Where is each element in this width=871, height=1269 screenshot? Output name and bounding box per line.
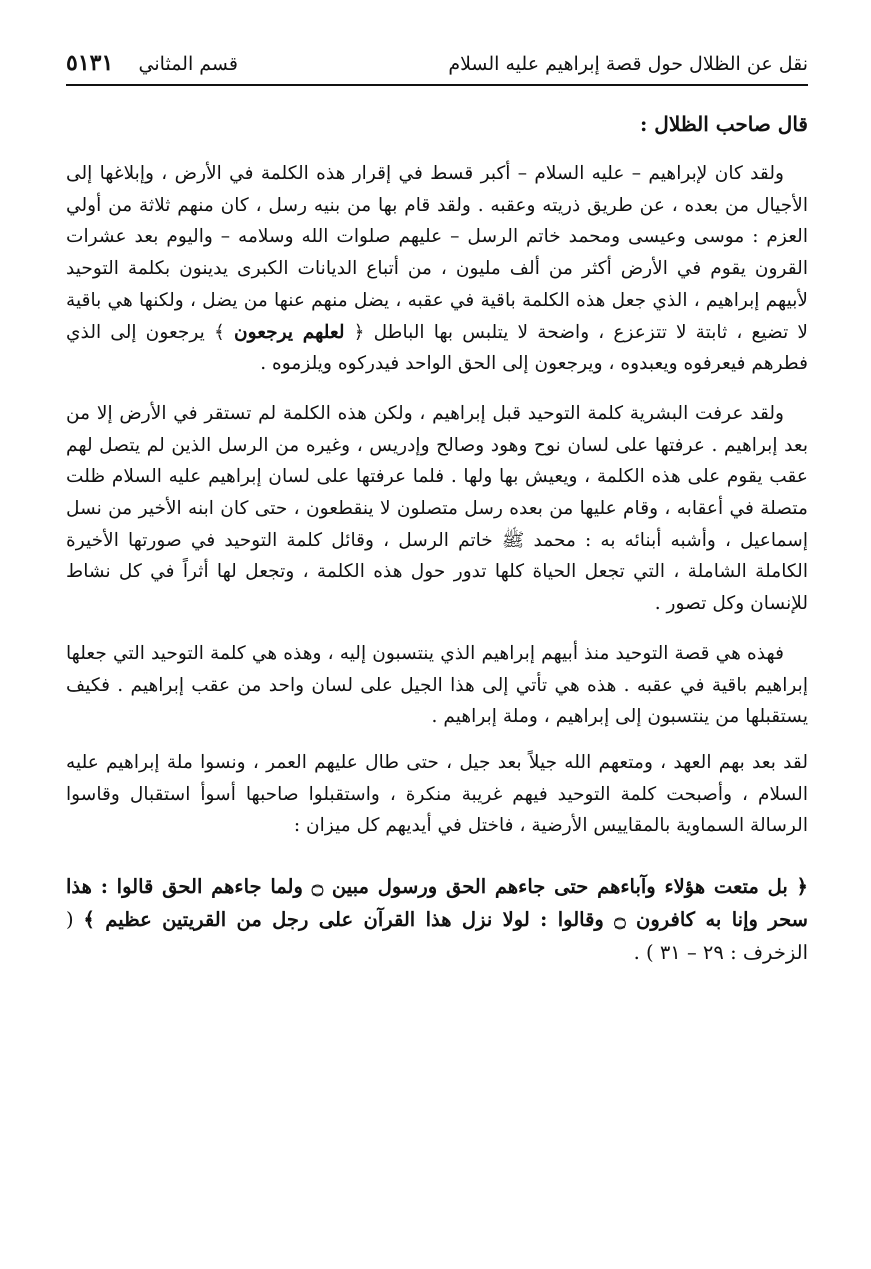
quran-verse [66,870,808,969]
section-heading: قال صاحب الظلال : [639,112,808,136]
paragraph-4: لقد بعد بهم العهد ، ومتعهم الله جيلاً بعد جيل ، حتى طال عليهم العمر ، ونسوا ملة إبراهيم عليه السلام ، وأصبحت كلمة التوحيد فيهم غريبة منكرة ، واستقبلوا صاحبها أسوأ استقبال وقاسوا الرسالة السماوية بالمقاييس الأرضية ، فاختل في أيديهم كل ميزان : [66,751,808,837]
paragraph-1 [66,158,808,380]
paragraph-2: ولقد عرفت البشرية كلمة التوحيد قبل إبراهيم ، ولكن هذه الكلمة لم تستقر في الأرض إلا من بعد إبراهيم . عرفتها على لسان نوح وهود وصالح وإدريس ، وغيره من الرسل الذين لم يتصل لهم عقب يقوم على هذه الكلمة ، ويعيش بها ولها . فلما عرفتها على لسان إبراهيم عليه السلام ظلت متصلة في أعقابه ، وقام عليها من بعده رسل متصلون لا ينقطعون ، حتى كان ابنه الأخير من نسل إسماعيل ، وأشبه أبنائه به : محمد ﷺ خاتم الرسل ، وقائل كلمة التوحيد في صورتها الأخيرة الكاملة الشاملة ، التي تجعل الحياة كلها تدور حول هذه الكلمة ، وتجعل لها أثراً في كل نشاط للإنسان وكل تصور . [66,402,808,615]
running-title: نقل عن الظلال حول قصة إبراهيم عليه السلام [448,53,808,75]
quran-reference: ( الزخرف : ٢٩ – ٣١ ) . [66,908,808,965]
quran-verse-text: ﴿ بل متعت هؤلاء وآباءهم حتى جاءهم الحق ورسول مبين ۝ ولما جاءهم الحق قالوا : هذا سحر وإنا به كافرون ۝ وقالوا : لولا نزل هذا القرآن على رجل من القريتين عظيم ﴾ [66,875,809,932]
paragraph-3: فهذه هي قصة التوحيد منذ أبيهم إبراهيم الذي ينتسبون إليه ، وهذه هي كلمة التوحيد التي جعلها إبراهيم باقية في عقبه . هذه هي تأتي إلى هذا الجيل على لسان واحد من عقب إبراهيم . فكيف يستقبلها من ينتسبون إلى إبراهيم ، وملة إبراهيم . [66,642,808,728]
paragraph-1-text-end: ﴾ يرجعون إلى الذي فطرهم فيعرفوه ويعبدوه ، ويرجعون إلى الحق الواحد فيدركوه ويلزموه . [66,321,808,375]
paragraph-1-quote: لعلهم يرجعون [233,321,345,343]
page-header [66,50,808,86]
page-number: ٥١٣١ [66,50,114,76]
section-name: قسم المثاني [138,53,238,75]
paragraph-1-text-start: ولقد كان لإبراهيم – عليه السلام – أكبر قسط في إقرار هذه الكلمة في الأرض ، وإبلاغها إلى الأجيال من بعده ، عن طريق ذريته وعقبه . ولقد قام بها من بنيه رسل ، كان منهم ثلاثة من أولي العزم : موسى وعيسى ومحمد خاتم الرسل – عليهم صلوات الله وسلامه – واليوم بعد عشرات القرون يقوم في الأرض أكثر من ألف مليون ، من أتباع الديانات الكبرى يدينون بكلمة التوحيد لأبيهم إبراهيم ، الذي جعل هذه الكلمة باقية في عقبه ، يضل منهم عنها من يضل ، ولكنها هي باقية لا تضيع ، ثابتة لا تتزعزع ، واضحة لا يتلبس بها الباطل ﴿ [66,163,808,343]
book-page [66,50,808,989]
